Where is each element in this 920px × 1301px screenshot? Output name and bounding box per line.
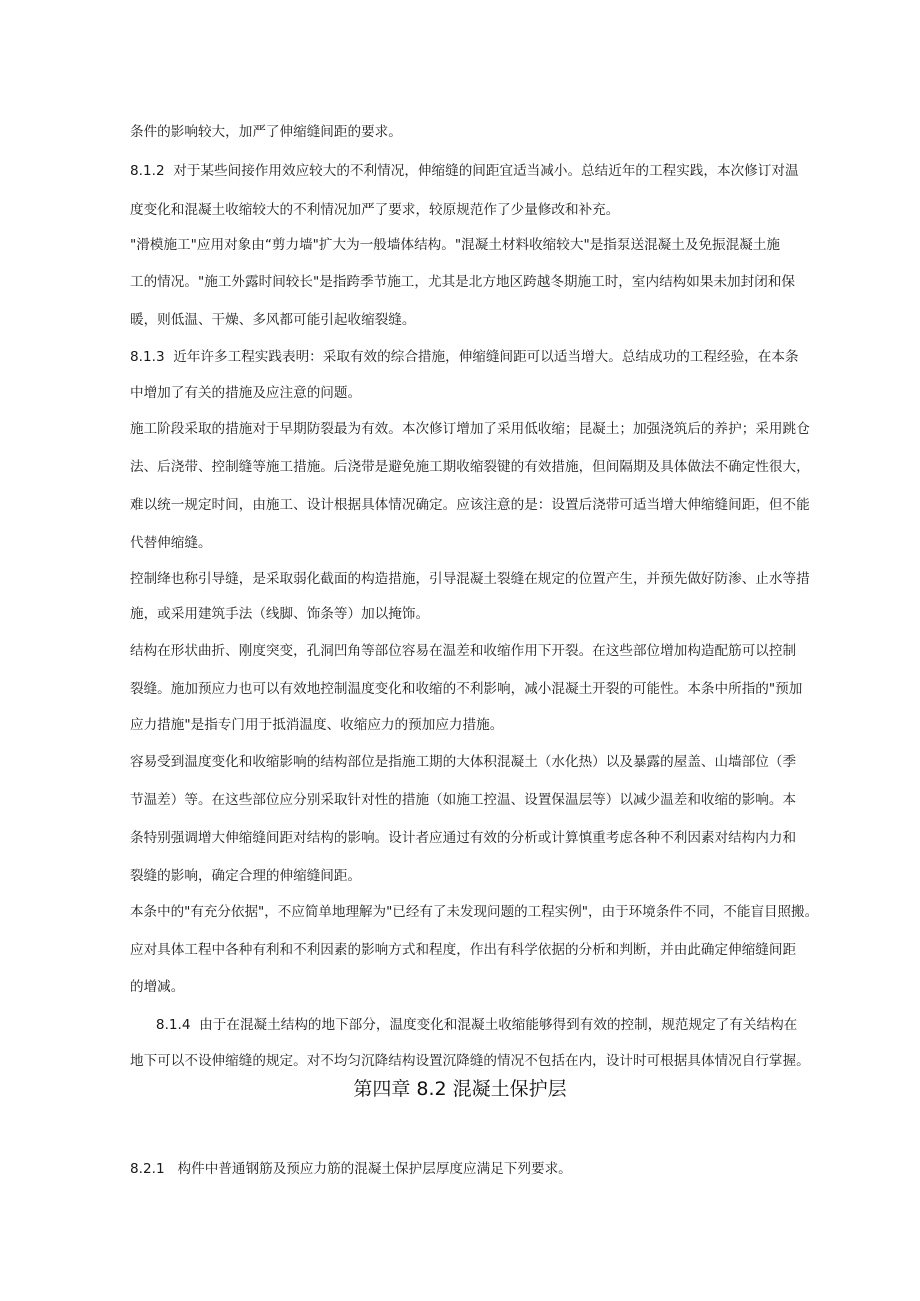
paragraph-line: 裂缝的影响，确定合理的伸缩缝间距。 <box>130 868 362 884</box>
paragraph-line: 8.1.4 由于在混凝土结构的地下部分，温度变化和混凝土收缩能够得到有效的控制，规范规定了有关结构在 <box>130 1017 798 1033</box>
paragraph-line: 控制绛也称引导缝，是采取弱化截面的构造措施，引导混凝土裂缝在规定的位置产生，并预先做好防渗、止水等措 <box>130 571 810 587</box>
paragraph-line: 法、后浇带、控制缝等施工措施。后浇带是避免施工期收缩裂键的有效措施，但间隔期及具体做法不确定性很大， <box>130 459 810 475</box>
paragraph-line: 条特别强调增大伸缩缝间距对结构的影响。设计者应通过有效的分析或计算慎重考虑各种不利因素对结构内力和 <box>130 830 797 846</box>
paragraph-line: 8.1.3 近年许多工程实践表明：采取有效的综合措施，伸缩缝间距可以适当增大。总结成功的工程经验，在本条 <box>130 349 799 365</box>
paragraph-line: 8.2.1 构件中普通钢筋及预应力筋的混凝土保护层厚度应满足下列要求。 <box>130 1161 572 1177</box>
paragraph-line: 应力措施"是指专门用于抵消温度、收缩应力的预加应力措施。 <box>130 717 504 733</box>
paragraph-line: 代替伸缩缝。 <box>130 535 212 551</box>
paragraph-line: 施工阶段采取的措施对于早期防裂最为有效。本次修订增加了采用低收缩；昆凝土；加强浇筑后的养护；采用跳仓 <box>130 421 810 437</box>
paragraph-line: 条件的影响较大，加严了伸缩缝间距的要求。 <box>130 124 402 140</box>
paragraph-line: 裂缝。施加预应力也可以有效地控制温度变化和收缩的不利影响，减小混凝土开裂的可能性。本条中所指的"预加 <box>130 681 803 697</box>
section-heading: 第四章 8.2 混凝土保护层 <box>353 1078 567 1100</box>
paragraph-line: 暖，则低温、干燥、多风都可能引起收缩裂缝。 <box>130 312 416 328</box>
paragraph-line: 度变化和混凝土收缩较大的不利情况加严了要求，较原规范作了少量修改和补充。 <box>130 202 620 218</box>
paragraph-line: "滑模施工"应用对象由“剪力墙"扩大为一般墙体结构。"混凝土材料收缩较大"是指泵送混凝土及免振混凝土施 <box>130 237 781 253</box>
paragraph-line: 8.1.2 对于某些间接作用效应较大的不利情况，伸缩缝的间距宜适当减小。总结近年的工程实践，本次修订对温 <box>130 163 799 179</box>
paragraph-line: 结构在形状曲折、刚度突变，孔洞凹角等部位容易在温差和收缩作用下开裂。在这些部位增加构造配筋可以控制 <box>130 643 797 659</box>
paragraph-line: 工的情况。"施工外露时间较长"是指跨季节施工，尤其是北方地区跨越冬期施工时，室内结构如果未加封闭和保 <box>130 274 796 290</box>
paragraph-line: 地下可以不设伸缩缝的规定。对不均匀沉降结构设置沉降缝的情况不包括在内，设计时可根据具体情况自行掌握。 <box>130 1053 810 1069</box>
paragraph-line: 难以统一规定时间，由施工、设计根据具体情况确定。应该注意的是：设置后浇带可适当增大伸缩缝间距，但不能 <box>130 497 810 513</box>
paragraph-line: 中增加了有关的措施及应注意的问题。 <box>130 385 362 401</box>
paragraph-line: 容易受到温度变化和收缩影响的结构部位是指施工期的大体积混凝土（水化热）以及暴露的屋盖、山墙部位（季 <box>130 754 797 770</box>
paragraph-line: 节温差）等。在这些部位应分别采取针对性的措施（如施工控温、设置保温层等）以减少温差和收缩的影响。本 <box>130 792 797 808</box>
paragraph-line: 本条中的"有充分依据"，不应简单地理解为"已经有了未发现问题的工程实例"，由于环境条件不同，不能盲目照搬。 <box>130 904 819 920</box>
paragraph-line: 的增减。 <box>130 979 185 995</box>
paragraph-line: 施，或采用建筑手法（线脚、饰条等）加以掩饰。 <box>130 606 430 622</box>
paragraph-line: 应对具体工程中各种有利和不利因素的影响方式和程度，作出有科学依据的分析和判断，并由此确定伸缩缝间距 <box>130 942 797 958</box>
